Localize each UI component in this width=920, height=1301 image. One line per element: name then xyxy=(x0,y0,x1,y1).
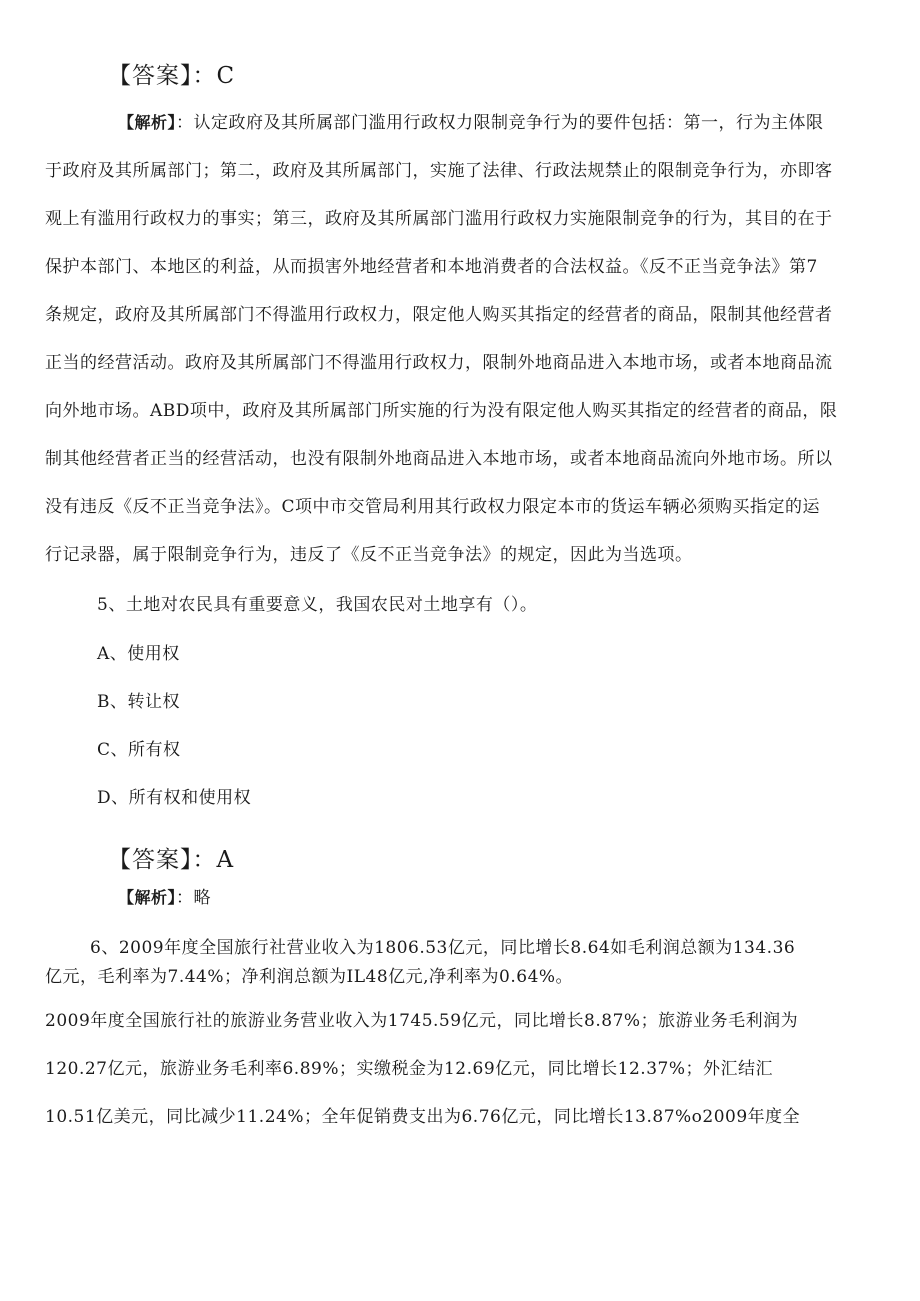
analysis-line: 保护本部门、本地区的利益，从而损害外地经营者和本地消费者的合法权益。《反不正当竞争法》第7 xyxy=(45,257,818,277)
question-line: 6、2009年度全国旅行社营业收入为1806.53亿元，同比增长8.64如毛利润总额为134.36 xyxy=(90,938,796,958)
analysis-line: 于政府及其所属部门；第二，政府及其所属部门，实施了法律、行政法规禁止的限制竞争行为，亦即客 xyxy=(45,161,833,181)
analysis-line: 行记录器，属于限制竞争行为，违反了《反不正当竞争法》的规定，因此为当选项。 xyxy=(45,545,693,565)
question-line: 亿元，毛利率为7.44%；净利润总额为IL48亿元,净利率为0.64%。 xyxy=(45,967,574,987)
analysis-line: 【解析】：认定政府及其所属部门滥用行政权力限制竞争行为的要件包括：第一，行为主体限 xyxy=(118,113,824,133)
answer-value: C xyxy=(216,63,236,89)
question-line: 120.27亿元，旅游业务毛利率6.89%；实缴税金为12.69亿元，同比增长12.37%；外汇结汇 xyxy=(45,1059,773,1079)
analysis-line: 观上有滥用行政权力的事实；第三，政府及其所属部门滥用行政权力实施限制竞争的行为，其目的在于 xyxy=(45,209,833,229)
question-line: 10.51亿美元，同比减少11.24%；全年促销费支出为6.76亿元，同比增长13.87%o2009年度全 xyxy=(45,1107,801,1127)
option-a: A、使用权 xyxy=(97,644,180,664)
analysis-line: 条规定，政府及其所属部门不得滥用行政权力，限定他人购买其指定的经营者的商品，限制其他经营者 xyxy=(45,305,833,325)
analysis-label: 【解析】 xyxy=(118,113,177,132)
analysis-line: 没有违反《反不正当竞争法》。C项中市交管局利用其行政权力限定本市的货运车辆必须购买指定的运 xyxy=(45,497,821,517)
analysis-line: 制其他经营者正当的经营活动，也没有限制外地商品进入本地市场，或者本地商品流向外地市场。所以 xyxy=(45,449,833,469)
answer-label: 【答案】 xyxy=(108,63,193,89)
question-stem: 5、土地对农民具有重要意义，我国农民对土地享有（）。 xyxy=(97,595,538,615)
option-c: C、所有权 xyxy=(97,740,181,760)
question-line: 2009年度全国旅行社的旅游业务营业收入为1745.59亿元，同比增长8.87%；旅游业务毛利润为 xyxy=(45,1011,799,1031)
option-b: B、转让权 xyxy=(97,692,180,712)
analysis-line: 向外地市场。ABD项中，政府及其所属部门所实施的行为没有限定他人购买其指定的经营者的商品，限 xyxy=(45,401,838,421)
answer-separator: ： xyxy=(192,63,217,89)
answer-separator: ： xyxy=(192,847,217,873)
analysis-label: 【解析】 xyxy=(118,888,177,907)
answer-heading-1 xyxy=(108,62,235,90)
answer-heading-2 xyxy=(108,846,234,874)
option-d: D、所有权和使用权 xyxy=(97,788,252,808)
analysis-line: 【解析】：略 xyxy=(118,888,212,908)
answer-label: 【答案】 xyxy=(108,847,193,873)
analysis-line: 正当的经营活动。政府及其所属部门不得滥用行政权力，限制外地商品进入本地市场，或者本地商品流 xyxy=(45,353,833,373)
answer-value: A xyxy=(216,847,235,873)
